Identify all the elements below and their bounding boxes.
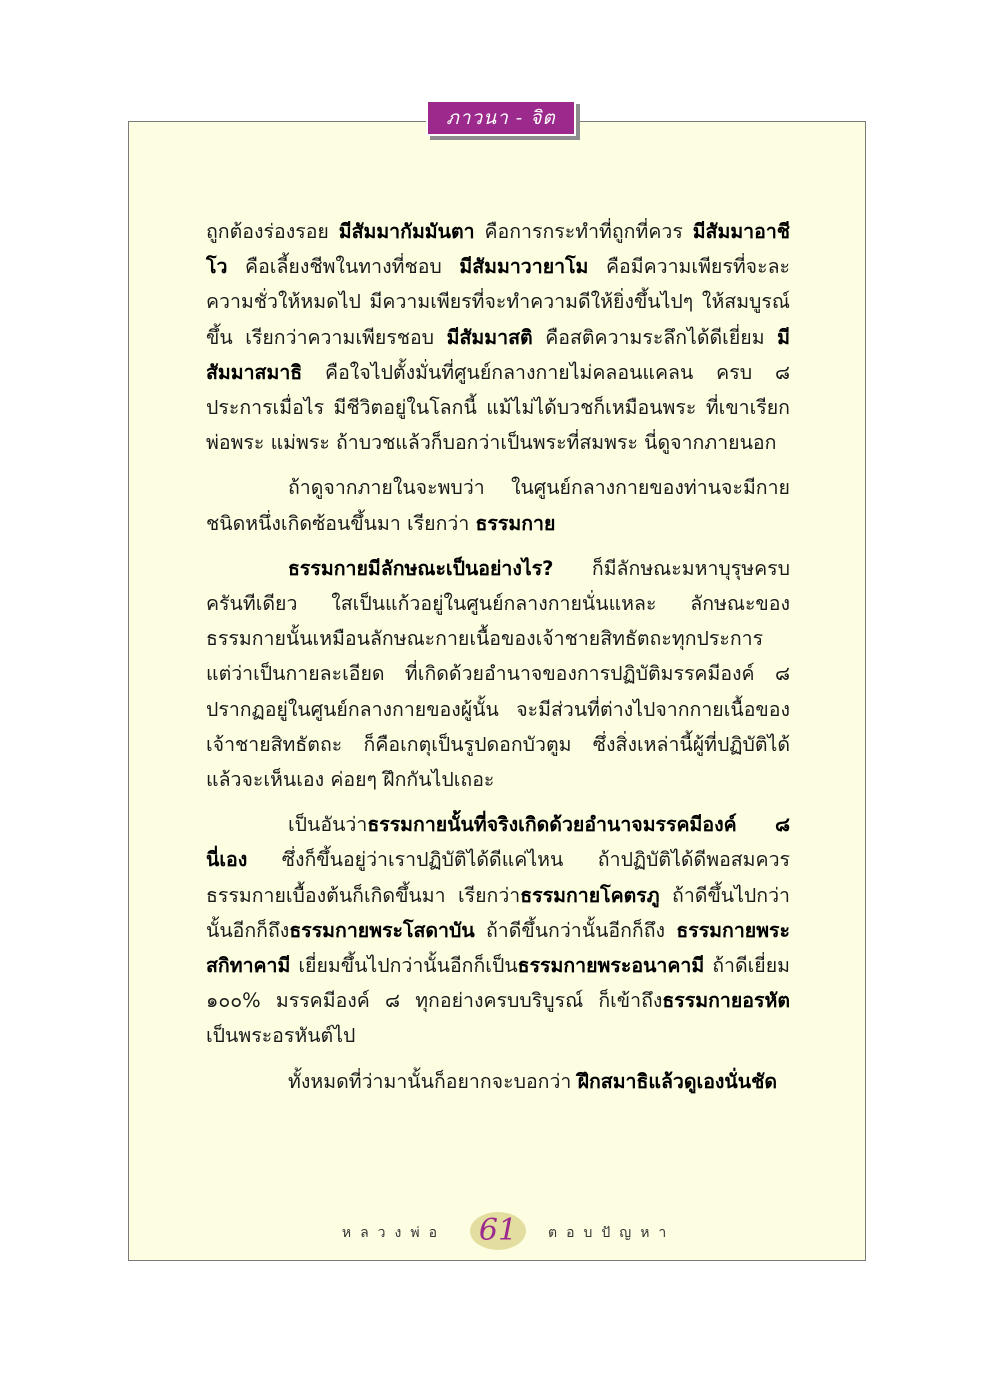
text-run: ถ้าดีขึ้นไปกว่านั้นอีกก็ถึง <box>206 883 791 942</box>
bold-term: ธรรมกายอรหัต <box>662 989 790 1013</box>
bold-term: ธรรมกายพระโสดาบัน <box>289 918 475 942</box>
text-run: เป็นพระอรหันต์ไป <box>206 1024 356 1048</box>
bold-term: มีสัมมาอาชีโว <box>206 220 791 279</box>
bold-term: ธรรมกายมีลักษณะเป็นอย่างไร? <box>288 556 554 580</box>
bold-term: มีสัมมาสติ <box>446 325 533 349</box>
bold-term: มีสัมมากัมมันตา <box>338 220 475 243</box>
paragraph <box>206 470 790 540</box>
text-run: ถ้าดีขึ้นกว่านั้นอีกก็ถึง <box>474 918 677 942</box>
text-run: ก็มีลักษณะมหาบุรุษครบครันทีเดียว ใสเป็นแก้วอยู่ในศูนย์กลางกายนั่นแหละ ลักษณะของธรรมกายนั้นเหมือนลักษณะกายเนื้อของเจ้าชายสิทธัตถะทุกประการ แต่ว่าเป็นกายละเอียด ที่เกิดด้วยอำนาจของการปฏิบัติมรรคมีองค์ ๘ ปรากฏอยู่ในศูนย์กลางกายของผู้นั้น จะมีส่วนที่ต่างไปจากกายเนื้อของเจ้าชายสิทธัตถะ ก็คือเกตุเป็นรูปดอกบัวตูม ซึ่งสิ่งเหล่านี้ผู้ที่ปฏิบัติได้แล้วจะเห็นเอง ค่อยๆ ฝึกกันไปเถอะ <box>206 556 790 792</box>
footer-right-text: ตอบปัญหา <box>548 1225 676 1241</box>
text-run: ถ้าดูจากภายในจะพบว่า ในศูนย์กลางกายของท่านจะมีกายชนิดหนึ่งเกิดซ้อนขึ้นมา เรียกว่า <box>206 476 790 535</box>
text-run: เป็นอันว่า <box>288 813 368 837</box>
text-run: ซึ่งก็ขึ้นอยู่ว่าเราปฏิบัติได้ดีแค่ไหน ถ้าปฏิบัติได้ดีพอสมควร ธรรมกายเบื้องต้นก็เกิดขึ้นมา เรียกว่า <box>206 848 790 907</box>
bold-term: มีสัมมาวายาโม <box>459 255 589 279</box>
text-run: ถ้าดีเยี่ยม ๑๐๐% มรรคมีองค์ ๘ ทุกอย่างครบบริบูรณ์ ก็เข้าถึง <box>206 954 790 1013</box>
text-run: คือเลี้ยงชีพในทางที่ชอบ <box>227 255 460 279</box>
text-run: คือสติความระลึกได้ดีเยี่ยม <box>532 325 778 349</box>
text-run: คือมีความเพียรที่จะละความชั่วให้หมดไป มีความเพียรที่จะทำความดีให้ยิ่งขึ้นไปๆ ให้สมบูรณ์ขึ้น เรียกว่าความเพียรชอบ <box>206 255 790 349</box>
text-run: ทั้งหมดที่ว่ามานั้นก็อยากจะบอกว่า <box>288 1069 578 1093</box>
bold-term: ธรรมกายนั้นที่จริงเกิดด้วยอำนาจมรรคมีองค์ ๘ นี่เอง <box>206 813 790 872</box>
text-run: ถูกต้องร่องรอย <box>206 220 339 243</box>
footer-left-text: หลวงพ่อ <box>341 1225 446 1241</box>
bold-term: ฝึกสมาธิแล้วดูเองนั่นชัด <box>577 1069 777 1093</box>
bold-term: ธรรมกายโคตรภู <box>520 883 660 907</box>
paragraph <box>206 1064 790 1099</box>
section-header-tab <box>426 100 580 140</box>
bold-term: มีสัมมาสมาธิ <box>206 325 790 384</box>
paragraph <box>206 214 790 460</box>
bold-term: ธรรมกายพระอนาคามี <box>517 954 705 978</box>
bold-term: ธรรมกายพระสกิทาคามี <box>206 918 790 978</box>
paragraph <box>206 807 790 1053</box>
article-body <box>206 214 790 1099</box>
paragraph <box>206 551 790 797</box>
text-run: คือใจไปตั้งมั่นที่ศูนย์กลางกายไม่คลอนแคลน ครบ ๘ ประการเมื่อไร มีชีวิตอยู่ในโลกนี้ แม้ไม่ได้บวชก็เหมือนพระ ที่เขาเรียกพ่อพระ แม่พระ ถ้าบวชแล้วก็บอกว่าเป็นพระที่สมพระ นี่ดูจากภายนอก <box>206 360 790 455</box>
text-run: เยี่ยมขึ้นไปกว่านั้นอีกก็เป็น <box>290 954 518 978</box>
bold-term: ธรรมกาย <box>475 511 556 535</box>
text-run: คือการกระทำที่ถูกที่ควร <box>474 220 693 243</box>
page-number: 61 <box>470 1212 526 1250</box>
section-title: ภาวนา - จิต <box>426 100 576 136</box>
page-footer <box>128 1210 866 1254</box>
